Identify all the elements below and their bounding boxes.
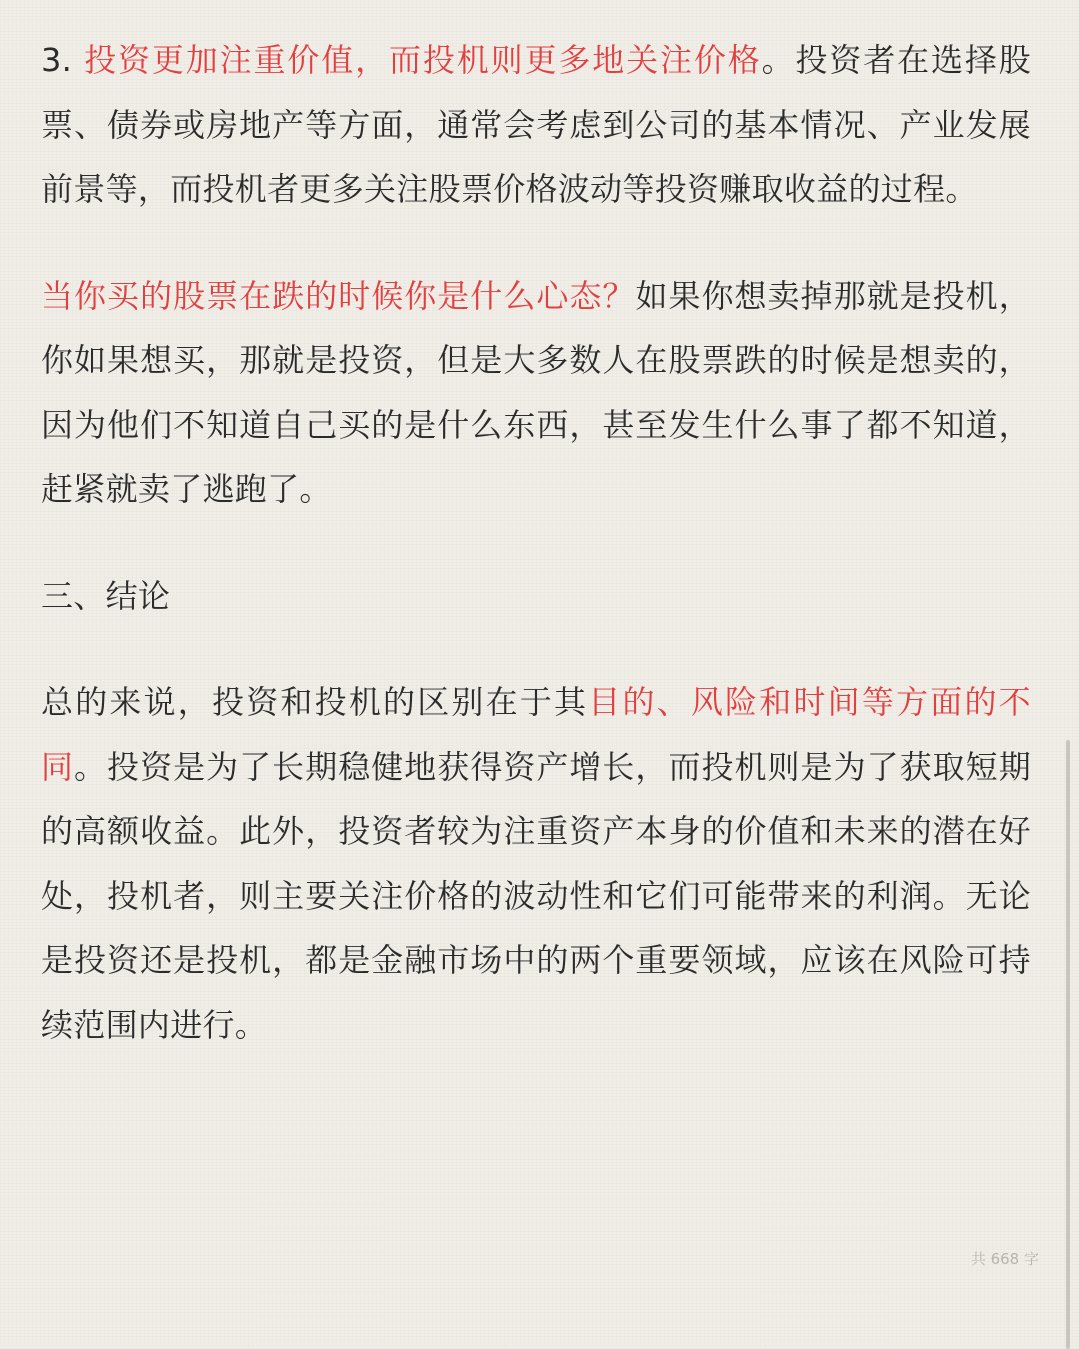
- paragraph-mindset-question: [41, 264, 1031, 522]
- paragraph-conclusion: [41, 670, 1031, 1057]
- word-count-label: 共 668 字: [970, 1250, 1039, 1268]
- paragraph-prefix: 3.: [41, 41, 85, 79]
- highlighted-text: 投资更加注重价值，而投机则更多地关注价格: [84, 41, 762, 79]
- paragraph-text: 。投资是为了长期稳健地获得资产增长，而投机则是为了获取短期的高额收益。此外，投资者较为注重资产本身的价值和未来的潜在好处，投机者，则主要关注价格的波动性和它们可能带来的利润。无论是投资还是投机，都是金融市场中的两个重要领域，应该在风险可持续范围内进行。: [41, 747, 1031, 1044]
- document-body: [41, 28, 1031, 1057]
- section-heading: 三、结论: [41, 576, 171, 615]
- highlighted-text: 目的、风险和时间等方面的不同: [41, 683, 1031, 786]
- scrollbar[interactable]: [1066, 740, 1070, 1349]
- paragraph-prefix: 总的来说，投资和投机的区别在于其: [41, 683, 589, 721]
- paragraph-text: 如果你想卖掉那就是投机，你如果想买，那就是投资，但是大多数人在股票跌的时候是想卖的，因为他们不知道自己买的是什么东西，甚至发生什么事了都不知道，赶紧就卖了逃跑了。: [41, 276, 1031, 508]
- highlighted-question: 当你买的股票在跌的时候你是什么心态？: [41, 276, 636, 315]
- paragraph-text: 。投资者在选择股票、债券或房地产等方面，通常会考虑到公司的基本情况、产业发展前景等，而投机者更多关注股票价格波动等投资赚取收益的过程。: [41, 41, 1032, 208]
- paragraph-investment-value: [41, 28, 1031, 222]
